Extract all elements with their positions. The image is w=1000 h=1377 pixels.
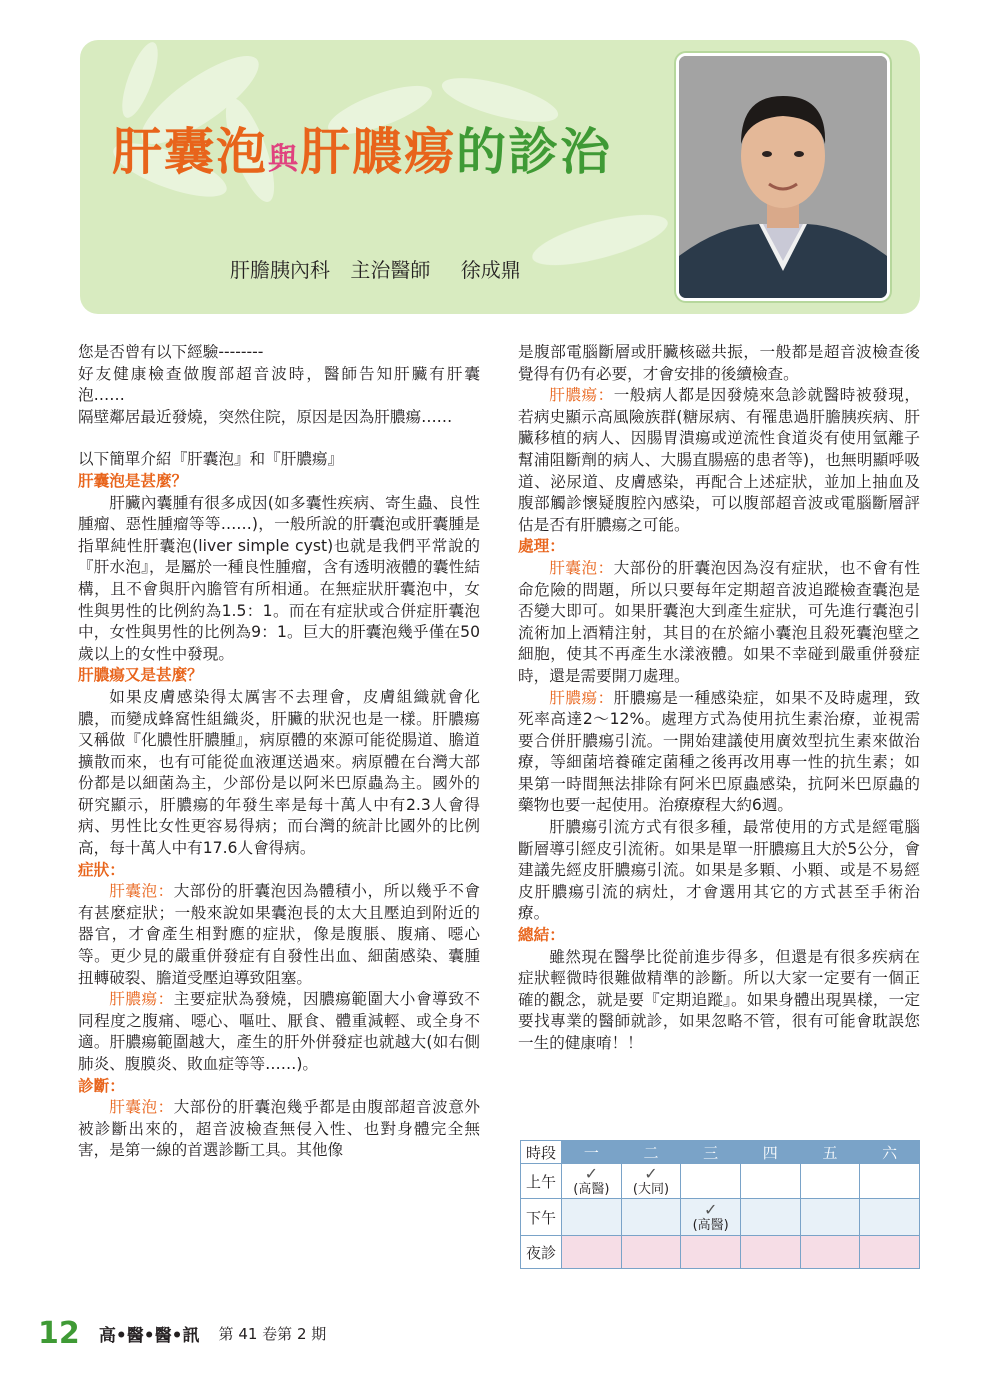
- check-icon: ✓: [584, 1163, 599, 1183]
- lead-abscess: 肝膿瘍：: [549, 688, 614, 707]
- schedule-cell: [621, 1164, 681, 1199]
- schedule-cell: [562, 1199, 622, 1236]
- schedule-cell: [800, 1236, 860, 1269]
- paragraph-cyst-treatment: [518, 558, 920, 688]
- paragraph-abscess-treatment: [518, 688, 920, 818]
- schedule-cell: [860, 1199, 920, 1236]
- day-header: 一: [562, 1141, 622, 1164]
- author-photo: [676, 53, 890, 301]
- schedule-cell: [681, 1164, 741, 1199]
- heading-symptoms: 症狀：: [78, 860, 125, 879]
- clinic-location: (大同): [632, 1181, 670, 1197]
- check-icon: ✓: [644, 1163, 658, 1183]
- heading-summary: 總結：: [518, 926, 565, 945]
- journal-name: 高•醫•醫•訊: [98, 1326, 200, 1346]
- day-header: 四: [740, 1141, 800, 1164]
- clinic-location: (高醫): [573, 1181, 610, 1197]
- lead-cyst: 肝囊泡：: [109, 882, 174, 901]
- lead-cyst: 肝囊泡：: [109, 1098, 174, 1117]
- title-join: 與: [268, 142, 300, 177]
- schedule-cell: [740, 1164, 800, 1199]
- schedule-row-morning: [521, 1164, 920, 1199]
- schedule-cell: [681, 1199, 741, 1236]
- schedule-cell: [740, 1236, 800, 1269]
- heading-treatment: 處理：: [518, 537, 565, 556]
- schedule-cell: [740, 1199, 800, 1236]
- schedule-cell: [800, 1199, 860, 1236]
- title-part1: 肝囊泡: [112, 123, 268, 181]
- paragraph-diagnosis-continued: 是腹部電腦斷層或肝臟核磁共振，一般都是超音波檢查後覺得有仍有必要，才會安排的後續檢查。: [518, 343, 920, 383]
- schedule-cell: [800, 1164, 860, 1199]
- paragraph-abscess-symptoms: [78, 989, 480, 1075]
- author-name: 徐成鼎: [460, 258, 521, 282]
- paragraph-abscess: 如果皮膚感染得太厲害不去理會，皮膚組織就會化膿，而變成蜂窩性組織炎，肝臟的狀況也是一樣。肝膿瘍又稱做『化膿性肝膿腫』，病原體的來源可能從腸道、膽道擴散而來，也有可能從血液運送過來。病原體在台灣大部份都是以細菌為主，少部份是以阿米巴原蟲為主。國外的研究顯示，肝膿瘍的年發生率是每十萬人中有2.3人會得病、男性比女性更容易得病；而台灣的統計比國外的比例高，每十萬人中有17.6人會得病。: [78, 687, 480, 858]
- row-label-afternoon: 下午: [521, 1199, 562, 1236]
- spacer: [78, 428, 480, 449]
- paragraph-summary: 雖然現在醫學比從前進步得多，但還是有很多疾病在症狀輕微時很難做精準的診斷。所以大家一定要有一個正確的觀念，就是要『定期追蹤』。如果身體出現異樣，一定要找專業的醫師就診，如果忽略不管，很有可能會耽誤您一生的健康唷！！: [518, 947, 920, 1052]
- portrait-illustration: [679, 56, 887, 298]
- paragraph-cyst-symptoms: [78, 881, 480, 989]
- right-column: [518, 342, 920, 1055]
- left-column: [78, 342, 480, 1162]
- paragraph-cyst-diagnosis: [78, 1097, 480, 1162]
- intro-line-3: 隔壁鄰居最近發燒，突然住院，原因是因為肝膿瘍……: [78, 407, 453, 426]
- intro-line-4: 以下簡單介紹『肝囊泡』和『肝膿瘍』: [78, 450, 344, 469]
- row-label-morning: 上午: [521, 1164, 562, 1199]
- text-abscess-diagnosis: 一般病人都是因發燒來急診就醫時被發現，若病史顯示高風險族群(糖尿病、有罹患過肝膽胰疾病、肝臟移植的病人、因腸胃潰瘍或逆流性食道炎有使用氫離子幫浦阻斷劑的病人、大腸直腸癌的患者等)，也無明顯呼吸道、泌尿道、皮膚感染，再配合上述症狀，並加上抽血及腹部觸診懷疑腹腔內感染，可以腹部超音波或電腦斷層評估是否有肝膿瘍之可能。: [518, 386, 920, 534]
- paragraph-drainage: 肝膿瘍引流方式有很多種，最常使用的方式是經電腦斷層導引經皮引流術。如果是單一肝膿瘍且大於5公分，會建議先經皮肝膿瘍引流。如果是多顆、小顆、或是不易經皮肝膿瘍引流的病灶，才會選用其它的方式甚至手術治療。: [518, 818, 920, 923]
- issue-label: 第 41 卷第 2 期: [218, 1325, 327, 1343]
- row-label-evening: 夜診: [521, 1236, 562, 1269]
- day-header: 二: [621, 1141, 681, 1164]
- heading-what-is-cyst: 肝囊泡是甚麼？: [78, 471, 188, 490]
- clinic-location: (高醫): [692, 1217, 729, 1233]
- day-header: 五: [800, 1141, 860, 1164]
- schedule-cell: [860, 1164, 920, 1199]
- schedule-corner-cell: 時段: [521, 1141, 562, 1164]
- schedule-cell: [621, 1199, 681, 1236]
- heading-diagnosis: 診斷：: [78, 1076, 125, 1095]
- heading-what-is-abscess: 肝膿瘍又是甚麼？: [78, 666, 203, 685]
- day-header: 六: [860, 1141, 920, 1164]
- schedule-cell: [562, 1236, 622, 1269]
- day-header: 三: [681, 1141, 741, 1164]
- schedule-cell: [681, 1236, 741, 1269]
- lead-cyst: 肝囊泡：: [549, 558, 614, 577]
- schedule-cell: [860, 1236, 920, 1269]
- text-cyst-symptoms: 大部份的肝囊泡因為體積小，所以幾乎不會有甚麼症狀；一般來說如果囊泡長的太大且壓迫到附近的器官，才會產生相對應的症狀，像是腹脹、腹痛、噁心等。更少見的嚴重併發症有自發性出血、細菌感染、囊腫扭轉破裂、膽道受壓迫導致阻塞。: [78, 882, 480, 987]
- intro-line-2: 好友健康檢查做腹部超音波時，醫師告知肝臟有肝囊泡……: [78, 364, 480, 405]
- author-department: 肝膽胰內科: [230, 258, 330, 282]
- paragraph-cyst: 肝臟內囊腫有很多成因(如多囊性疾病、寄生蟲、良性腫瘤、惡性腫瘤等等……)，一般所說的肝囊泡或肝囊腫是指單純性肝囊泡(liver simple cyst)也就是我們平常說的『肝水泡』，是屬於一種良性腫瘤，含有透明液體的囊性結構，且不會與肝內膽管有所相通。在無症狀肝囊泡中，女性與男性的比例約為1.5：1。而在有症狀或合併症肝囊泡中，女性與男性的比例為9：1。巨大的肝囊泡幾乎僅在50歲以上的女性中發現。: [78, 493, 480, 663]
- schedule-cell: [621, 1236, 681, 1269]
- intro-line-1: 您是否曾有以下經驗--------: [78, 343, 264, 361]
- schedule-cell: [562, 1164, 622, 1199]
- text-abscess-symptoms: 主要症狀為發燒，因膿瘍範圍大小會導致不同程度之腹痛、噁心、嘔吐、厭食、體重減輕、或全身不適。肝膿瘍範圍越大，產生的肝外併發症也就越大(如右側肺炎、腹膜炎、敗血症等等……)。: [78, 990, 480, 1073]
- lead-abscess: 肝膿瘍：: [549, 386, 614, 405]
- paragraph-abscess-diagnosis: [518, 385, 920, 536]
- title-part3: 的診治: [456, 123, 612, 181]
- check-icon: ✓: [703, 1199, 718, 1219]
- schedule-row-afternoon: [521, 1199, 920, 1236]
- text-abscess-treatment: 肝膿瘍是一種感染症，如果不及時處理，致死率高達2～12%。處理方式為使用抗生素治療，並視需要合併肝膿瘍引流。一開始建議使用廣效型抗生素來做治療，等細菌培養確定菌種之後再改用專一性的抗生素；如果第一時間無法排除有阿米巴原蟲感染，抗阿米巴原蟲的藥物也要一起使用。治療療程大約6週。: [518, 688, 920, 815]
- page-footer: [38, 1316, 326, 1351]
- clinic-schedule-table: [520, 1140, 920, 1269]
- schedule-header-row: [521, 1141, 920, 1164]
- text-cyst-treatment: 大部份的肝囊泡因為沒有症狀，也不會有性命危險的問題，所以只要每年定期超音波追蹤檢查囊泡是否變大即可。如果肝囊泡大到產生症狀，可先進行囊泡引流術加上酒精注射，其目的在於縮小囊泡且殺死囊泡壁之細胞，使其不再產生水漾液體。如果不幸碰到嚴重併發症時，還是需要開刀處理。: [518, 558, 920, 685]
- author-role: 主治醫師: [350, 258, 431, 282]
- page-number: 12: [38, 1316, 80, 1351]
- schedule-row-evening: [521, 1236, 920, 1269]
- author-line: [230, 254, 535, 283]
- title-part2: 肝膿瘍: [300, 123, 456, 181]
- article-title: [112, 112, 612, 184]
- text-cyst-diagnosis: 大部份的肝囊泡幾乎都是由腹部超音波意外被診斷出來的，超音波檢查無侵入性、也對身體完全無害，是第一線的首選診斷工具。其他像: [78, 1098, 480, 1160]
- lead-abscess: 肝膿瘍：: [109, 990, 174, 1009]
